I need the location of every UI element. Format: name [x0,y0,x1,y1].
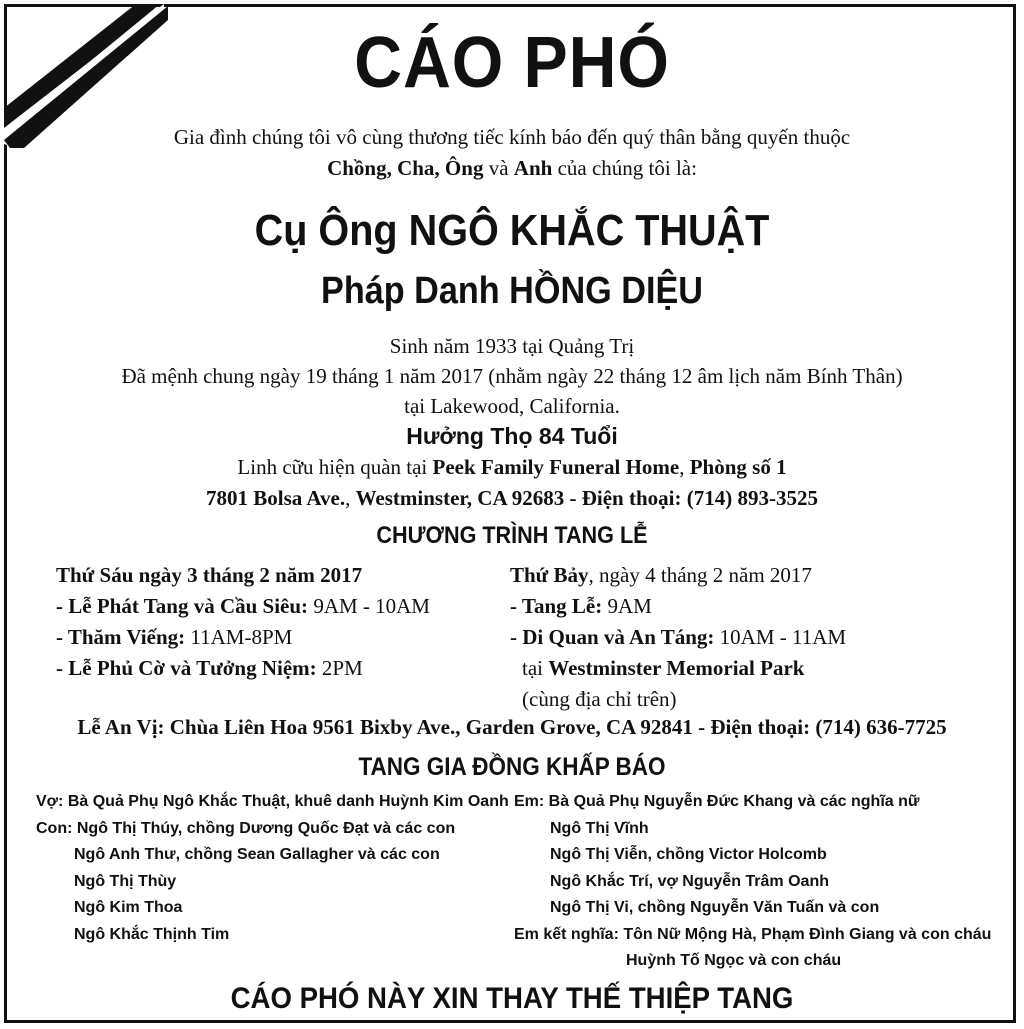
family-line: Ngô Thị Vi, chồng Nguyễn Văn Tuấn và con [550,899,880,916]
intro-relations [0,156,1024,181]
family-right [514,789,991,975]
program-right-date: Thứ Bảy, ngày 4 tháng 2 năm 2017 [510,563,812,587]
burial-park: tại Westminster Memorial Park [522,656,805,680]
relations-bold: Chồng, Cha, Ông [327,156,484,180]
passing-info: Đã mệnh chung ngày 19 tháng 1 năm 2017 (nhằm ngày 22 tháng 12 âm lịch năm Bính Thân) [121,364,903,388]
program-left-date: Thứ Sáu ngày 3 tháng 2 năm 2017 [56,563,363,587]
family-line: Em: Bà Quả Phụ Nguyễn Đức Khang và các nghĩa nữ [514,793,920,810]
an-vi-ceremony: Lễ An Vị: Chùa Liên Hoa 9561 Bixby Ave., Garden Grove, CA 92841 - Điện thoại: (714) 636-7725 [77,715,947,739]
family-line: Ngô Thị Vĩnh [550,819,649,837]
family-title: TANG GIA ĐỒNG KHẤP BÁO [358,753,666,781]
family-line: Con: Ngô Thị Thúy, chồng Dương Quốc Đạt và các con [36,819,456,837]
program-right [510,560,846,715]
family-line: Huỳnh Tố Ngọc và con cháu [626,952,842,969]
program-item: - Di Quan và An Táng: 10AM - 11AM [510,625,847,649]
program-item: - Lễ Phủ Cờ và Tưởng Niệm: 2PM [56,656,363,680]
program-title: CHƯƠNG TRÌNH TANG LỄ [376,522,648,549]
viewing-prefix: Linh cữu hiện quàn tại [237,455,433,479]
address-street: 7801 Bolsa Ave. [206,486,346,510]
age-line: Hưởng Thọ 84 Tuổi [406,423,618,449]
closing-line: CÁO PHÓ NÀY XIN THAY THẾ THIỆP TANG [230,982,794,1015]
address-city: Westminster [355,486,467,510]
family-line: Em kết nghĩa: Tôn Nữ Mộng Hà, Phạm Đình Giang và con cháu [514,925,992,943]
intro-line: Gia đình chúng tôi vô cùng thương tiếc kính báo đến quý thân bằng quyến thuộc [173,125,851,149]
birth-info: Sinh năm 1933 tại Quảng Trị [389,334,635,358]
relations-and: và [483,156,514,180]
relations-last: Anh [513,156,553,180]
burial-park-note: (cùng địa chỉ trên) [522,687,677,711]
family-line: Ngô Kim Thoa [74,899,183,916]
address-rest: , CA 92683 - Điện thoại: (714) 893-3525 [466,486,818,510]
family-line: Ngô Khắc Trí, vợ Nguyễn Trâm Oanh [550,872,829,890]
program-item: - Thăm Viếng: 11AM-8PM [56,625,293,649]
passing-place: tại Lakewood, California. [404,394,620,418]
program-item: - Tang Lễ: 9AM [510,594,652,618]
family-line: Ngô Thị Viễn, chồng Victor Holcomb [550,846,827,863]
family-line: Ngô Anh Thư, chồng Sean Gallagher và các con [74,846,440,863]
dharma-name: Pháp Danh HỒNG DIỆU [321,270,703,312]
family-line: Vợ: Bà Quả Phụ Ngô Khắc Thuật, khuê danh Huỳnh Kim Oanh [36,793,509,810]
viewing-location [0,455,1024,480]
family-left [36,789,509,948]
room: Phòng số 1 [689,455,787,479]
viewing-sep: , [679,455,690,479]
family-line: Ngô Khắc Thịnh Tim [74,925,230,943]
page-title: CÁO PHÓ [354,23,670,103]
funeral-address [0,486,1024,511]
program-left [56,560,430,684]
program-item: - Lễ Phát Tang và Cầu Siêu: 9AM - 10AM [56,594,430,618]
address-comma: , [345,486,356,510]
family-line: Ngô Thị Thùy [74,872,177,890]
relations-tail: của chúng tôi là: [552,156,697,180]
funeral-home: Peek Family Funeral Home [432,455,680,479]
deceased-name: Cụ Ông NGÔ KHẮC THUẬT [254,206,770,255]
